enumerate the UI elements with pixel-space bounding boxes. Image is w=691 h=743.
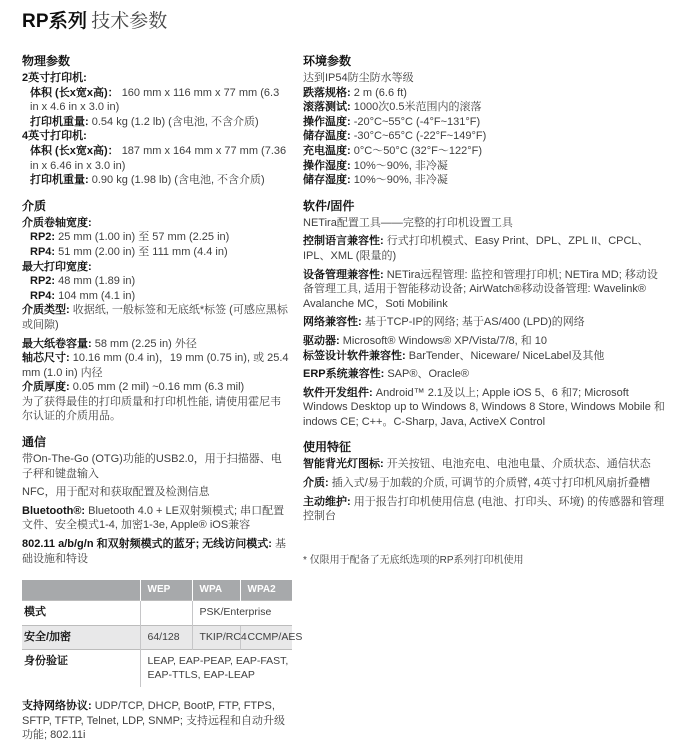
cell-security-wpa2: CCMP/AES — [240, 625, 292, 650]
cell-authentication-span: LEAP, EAP-PEAP, EAP-FAST, EAP-TTLS, EAP-LEAP — [140, 650, 292, 688]
spec-line — [303, 495, 667, 524]
table-header-wpa2: WPA2 — [240, 580, 292, 601]
section-heading-media: 介质 — [22, 198, 47, 213]
spec-label: RP4: — [30, 289, 56, 302]
spec-label: 储存湿度: — [303, 174, 351, 187]
spec-text: 0.05 mm (2 mil) ~0.16 mm (6.3 mil) — [72, 381, 245, 394]
spec-label: 网络兼容性: — [303, 316, 362, 329]
spec-text: 为了获得最佳的打印质量和打印机性能, 请使用霍尼韦尔认证的介质用品。 — [22, 395, 282, 423]
section-heading-environment: 环境参数 — [303, 54, 352, 68]
spec-line — [303, 86, 667, 101]
spec-label: 控制语言兼容性: — [303, 235, 384, 248]
title-suffix: 技术参数 — [91, 11, 168, 32]
table-header-wep: WEP — [140, 580, 192, 601]
spec-text: Bluetooth 4.0 + LE双射频模式; 串口配置文件、安全模式1-4, 加密1-3e, Apple® iOS兼容 — [22, 504, 285, 532]
spec-text: 58 mm (2.25 in) 外径 — [94, 337, 197, 350]
spec-text: NFC，用于配对和获取配置及检测信息 — [22, 486, 210, 499]
spec-line — [22, 71, 290, 86]
spec-text: 10.16 mm (0.4 in)，19 mm (0.75 in), 或 25.4 mm (1.0 in) 内径 — [22, 352, 289, 379]
spec-text: 收据纸, 一般标签和无底纸*标签 (可感应黑标或间隙) — [22, 304, 288, 331]
spec-line — [303, 367, 667, 382]
wifi-security-table — [22, 580, 303, 687]
spec-label: 支持网络协议: — [22, 700, 92, 713]
spec-label: 智能背光灯图标: — [303, 458, 384, 471]
table-header-empty — [22, 580, 140, 601]
spec-text: 达到IP54防尘防水等级 — [303, 72, 414, 84]
spec-label: RP2: — [30, 231, 56, 244]
spec-text: 160 mm x 116 mm x 77 mm (6.3 in x 4.6 in x 3.0 in) — [30, 86, 280, 114]
spec-text: 行式打印机模式、Easy Print、DPL、ZPL II、CPCL、IPL、XML (限量的) — [303, 235, 649, 262]
right-column — [303, 54, 667, 577]
spec-line — [22, 144, 290, 173]
spec-text: Microsoft® Windows® XP/Vista/7/8, 和 10 — [342, 334, 548, 347]
section-heading-software: 软件/固件 — [303, 198, 355, 213]
spec-line — [22, 129, 290, 144]
spec-label: 驱动器: — [303, 334, 340, 347]
spec-text: 0.90 kg (1.98 lb) (含电池, 不含介质) — [91, 174, 265, 187]
spec-label: 滚落测试: — [303, 101, 351, 114]
spec-line — [303, 315, 667, 330]
spec-line — [22, 216, 290, 231]
spec-label: 体积 (长x宽x高)： — [30, 86, 119, 99]
spec-text: 开关按钮、电池充电、电池电量、介质状态、通信状态 — [386, 458, 651, 471]
spec-text: 基础设施和特设 — [22, 538, 287, 565]
spec-text: 187 mm x 164 mm x 77 mm (7.36 in x 6.46 in x 3.0 in) — [30, 144, 287, 172]
cell-mode-wep — [140, 601, 192, 626]
spec-line — [303, 334, 667, 349]
spec-label: 标签设计软件兼容性: — [303, 349, 406, 362]
spec-text: 带On-The-Go (OTG)功能的USB2.0，用于扫描器、电子秤和键盘输入 — [22, 453, 282, 480]
spec-line — [303, 71, 667, 86]
spec-label: 操作湿度: — [303, 159, 351, 172]
spec-text: Android™ 2.1及以上; Apple iOS 5、6 和7; Microsoft Windows Desktop up to Windows 8, Windows 8 Store, Windows Mobile 和 indows CE; C++。C-Sharp, Java, ActiveX Control — [303, 386, 665, 428]
spec-text: -30°C~65°C (-22°F~149°F) — [353, 130, 487, 143]
section-heading-usage: 使用特征 — [303, 440, 352, 455]
spec-text: NETira配置工具——完整的打印机设置工具 — [303, 216, 513, 229]
linerless-footnote: * 仅限用于配备了无底纸选项的RP系列打印机使用 — [303, 554, 524, 566]
row-label-security: 安全/加密 — [22, 625, 140, 650]
spec-line — [303, 216, 667, 231]
table-row-authentication — [22, 650, 292, 688]
spec-label: 充电温度: — [303, 144, 351, 157]
spec-line — [22, 452, 290, 481]
spec-text: 0.54 kg (1.2 lb) (含电池, 不含介质) — [91, 115, 259, 128]
spec-text: SAP®、Oracle® — [387, 368, 469, 381]
spec-text: 10%～90%, 非冷凝 — [353, 159, 448, 172]
table-row-mode — [22, 601, 292, 626]
spec-label: 软件开发组件: — [303, 386, 373, 399]
spec-label: RP4: — [30, 245, 56, 258]
spec-label: 设备管理兼容性: — [303, 268, 384, 281]
spec-text: BarTender、Niceware/ NiceLabel及其他 — [408, 349, 605, 362]
spec-line — [22, 289, 290, 304]
spec-line — [303, 115, 667, 130]
series-name: RP系列 — [22, 11, 88, 32]
spec-text: 插入式/易于加载的介质, 可调节的介质臂, 4英寸打印机风扇折叠槽 — [331, 477, 651, 490]
spec-line — [303, 234, 667, 263]
section-heading-communication: 通信 — [22, 435, 47, 450]
spec-text: 2 m (6.6 ft) — [353, 86, 407, 99]
spec-text: NETira远程管理: 监控和管理打印机; NETira MD; 移动设备管理工具, 适用于智能移动设备; AirWatch®移动设备管理: Wavelink® Avalanche MC，Soti Mobilink — [303, 268, 658, 310]
spec-label: RP2: — [30, 275, 56, 288]
media-certification-note — [22, 395, 290, 424]
spec-line — [22, 260, 290, 275]
spec-text: 104 mm (4.1 in) — [58, 289, 136, 302]
spec-line — [22, 173, 290, 188]
spec-label: 操作温度: — [303, 115, 351, 128]
spec-label: ERP系统兼容性: — [303, 368, 385, 381]
spec-line — [22, 86, 290, 115]
table-header-row — [22, 580, 292, 601]
spec-label: 2英寸打印机: — [22, 72, 87, 84]
page-title — [22, 10, 667, 34]
spec-line — [303, 476, 667, 491]
spec-line — [22, 380, 290, 395]
spec-label: 轴芯尺寸: — [22, 352, 70, 365]
spec-line — [22, 274, 290, 289]
row-label-mode: 模式 — [22, 601, 140, 626]
spec-label: 介质类型: — [22, 304, 70, 317]
spec-line — [22, 485, 290, 500]
spec-label: 体积 (长x宽x高)： — [30, 144, 119, 157]
spec-text: 25 mm (1.00 in) 至 57 mm (2.25 in) — [58, 231, 230, 244]
spec-line — [303, 144, 667, 159]
spec-text: 48 mm (1.89 in) — [58, 275, 136, 288]
spec-line — [303, 129, 667, 144]
table-row-security — [22, 625, 292, 650]
cell-mode-wpa-span: PSK/Enterprise — [192, 601, 292, 626]
spec-label: 介质卷轴宽度: — [22, 216, 92, 229]
spec-text: 用于报告打印机使用信息 (电池、打印头、环境) 的传感器和管理控制台 — [303, 495, 665, 523]
two-column-layout — [22, 54, 667, 743]
spec-line — [303, 457, 667, 472]
spec-text: 基于TCP-IP的网络; 基于AS/400 (LPD)的网络 — [364, 316, 585, 329]
spec-line — [303, 349, 667, 364]
spec-text: 1000次0.5米范围内的滚落 — [353, 101, 482, 114]
spec-label: 最大打印宽度: — [22, 260, 92, 273]
spec-label: 储存温度: — [303, 130, 351, 143]
spec-line — [303, 268, 667, 312]
left-column — [22, 54, 303, 743]
spec-line — [22, 351, 290, 380]
spec-label: 打印机重量: — [30, 174, 89, 187]
table-header-wpa: WPA — [192, 580, 240, 601]
spec-text: 10%～90%, 非冷凝 — [353, 174, 448, 187]
spec-line — [22, 504, 290, 533]
spec-label: Bluetooth®: — [22, 504, 86, 517]
spec-text: UDP/TCP, DHCP, BootP, FTP, FTPS, SFTP, TFTP, Telnet, LDP, SNMP; 支持远程和自动升级功能; 802.11i — [22, 700, 286, 742]
spec-label: 介质厚度: — [22, 381, 70, 394]
row-label-authentication: 身份验证 — [22, 650, 140, 688]
spec-label: 最大纸卷容量: — [22, 337, 92, 350]
spec-line — [303, 386, 667, 430]
spec-label: 打印机重量: — [30, 115, 89, 128]
spec-line — [22, 115, 290, 130]
spec-label: 跌落规格: — [303, 86, 351, 99]
spec-label: 4英寸打印机: — [22, 130, 87, 143]
spec-line — [22, 230, 290, 245]
spec-text: -20°C~55°C (-4°F~131°F) — [353, 115, 481, 128]
spec-line — [22, 245, 290, 260]
network-protocols — [22, 699, 290, 743]
spec-line — [303, 173, 667, 188]
spec-line — [22, 303, 290, 332]
cell-security-wpa: TKIP/RC4 — [192, 625, 240, 650]
spec-text: 51 mm (2.00 in) 至 111 mm (4.4 in) — [58, 245, 228, 258]
spec-line — [303, 159, 667, 174]
spec-line — [303, 100, 667, 115]
spec-label: 802.11 a/b/g/n 和双射频模式的蓝牙; 无线访问模式: — [22, 538, 272, 551]
section-heading-physical: 物理参数 — [22, 54, 71, 68]
spec-line — [22, 337, 290, 352]
spec-line — [22, 537, 290, 566]
cell-security-wep: 64/128 — [140, 625, 192, 650]
spec-label: 介质: — [303, 477, 329, 490]
spec-text: 0°C～50°C (32°F～122°F) — [353, 144, 482, 157]
spec-label: 主动维护: — [303, 495, 351, 508]
